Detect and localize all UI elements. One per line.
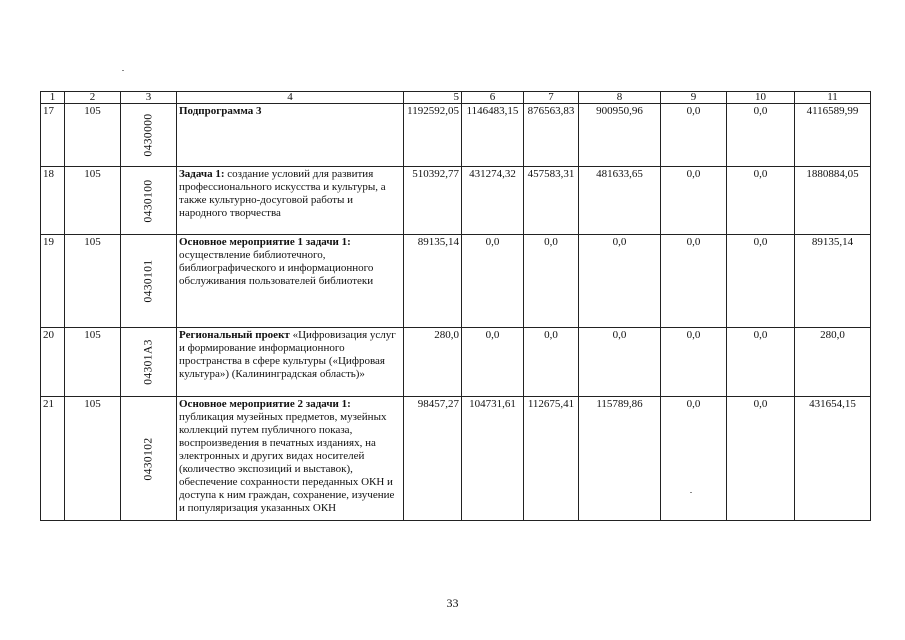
item-name xyxy=(177,235,404,328)
item-description: «Цифровизация услуг и формирование информационного пространства в сфере культуры («Цифровая культура») (Калининградская область)» xyxy=(179,329,396,380)
program-code-cell xyxy=(121,104,177,167)
row-number: 20 xyxy=(41,328,65,397)
item-title: Подпрограмма 3 xyxy=(179,105,262,117)
item-name xyxy=(177,167,404,235)
column-header: 10 xyxy=(727,92,795,104)
item-title: Задача 1: xyxy=(179,168,225,180)
value-col-11: 1880884,05 xyxy=(795,167,871,235)
value-col-6: 0,0 xyxy=(462,328,524,397)
program-code-cell xyxy=(121,235,177,328)
column-header: 1 xyxy=(41,92,65,104)
row-number: 18 xyxy=(41,167,65,235)
value-col-5: 510392,77 xyxy=(404,167,462,235)
table-row xyxy=(41,328,871,397)
item-title: Основное мероприятие 2 задачи 1: xyxy=(179,398,351,410)
column-header: 6 xyxy=(462,92,524,104)
value-col-7: 112675,41 xyxy=(524,397,579,521)
column-header: 2 xyxy=(65,92,121,104)
value-col-10: 0,0 xyxy=(727,104,795,167)
value-col-8: 0,0 xyxy=(579,235,661,328)
value-col-11: 4116589,99 xyxy=(795,104,871,167)
value-col-10: 0,0 xyxy=(727,235,795,328)
column-header: 8 xyxy=(579,92,661,104)
column-header: 4 xyxy=(177,92,404,104)
column-header: 5 xyxy=(404,92,462,104)
value-col-9: 0,0 xyxy=(661,397,727,521)
value-col-9: 0,0 xyxy=(661,104,727,167)
row-number: 17 xyxy=(41,104,65,167)
column-header: 9 xyxy=(661,92,727,104)
item-title: Региональный проект xyxy=(179,329,290,341)
program-code: 0430100 xyxy=(142,178,154,223)
column-header: 3 xyxy=(121,92,177,104)
value-col-7: 876563,83 xyxy=(524,104,579,167)
item-description: создание условий для развития профессионального искусства и культуры, а также культурно-досуговой работы и народного творчества xyxy=(179,168,386,219)
value-col-11: 431654,15 xyxy=(795,397,871,521)
program-code-cell xyxy=(121,397,177,521)
value-col-7: 457583,31 xyxy=(524,167,579,235)
program-code: 0430000 xyxy=(142,113,154,157)
program-code: 0430102 xyxy=(142,436,154,481)
value-col-11: 280,0 xyxy=(795,328,871,397)
value-col-6: 431274,32 xyxy=(462,167,524,235)
value-col-7: 0,0 xyxy=(524,235,579,328)
item-title: Основное мероприятие 1 задачи 1: xyxy=(179,236,351,248)
value-col-10: 0,0 xyxy=(727,167,795,235)
code-column-2: 105 xyxy=(65,235,121,328)
row-number: 19 xyxy=(41,235,65,328)
column-header: 7 xyxy=(524,92,579,104)
value-col-8: 900950,96 xyxy=(579,104,661,167)
value-col-8: 0,0 xyxy=(579,328,661,397)
table-row xyxy=(41,167,871,235)
value-col-6: 104731,61 xyxy=(462,397,524,521)
code-column-2: 105 xyxy=(65,328,121,397)
value-col-11: 89135,14 xyxy=(795,235,871,328)
program-code-cell xyxy=(121,328,177,397)
value-col-9: 0,0 xyxy=(661,167,727,235)
value-col-9: 0,0 xyxy=(661,328,727,397)
program-code: 04301A3 xyxy=(142,339,154,385)
item-name xyxy=(177,328,404,397)
value-col-10: 0,0 xyxy=(727,397,795,521)
column-header: 11 xyxy=(795,92,871,104)
code-column-2: 105 xyxy=(65,104,121,167)
table-row xyxy=(41,104,871,167)
item-description: публикация музейных предметов, музейных коллекций путем публичного показа, воспроизведения в печатных изданиях, на электронных и других видах носителей (количество экспозиций и выставок), обеспечение сохранности переданных ОКН и доступа к ним граждан, сохранение, изучение и популяризация указанных ОКН xyxy=(179,411,395,514)
value-col-8: 481633,65 xyxy=(579,167,661,235)
row-number: 21 xyxy=(41,397,65,521)
value-col-6: 0,0 xyxy=(462,235,524,328)
table-row xyxy=(41,235,871,328)
item-name xyxy=(177,397,404,521)
table-header-row xyxy=(41,92,871,104)
value-col-5: 1192592,05 xyxy=(404,104,462,167)
code-column-2: 105 xyxy=(65,167,121,235)
value-col-6: 1146483,15 xyxy=(462,104,524,167)
budget-table xyxy=(40,91,871,521)
value-col-8: 115789,86 xyxy=(579,397,661,521)
value-col-5: 280,0 xyxy=(404,328,462,397)
item-description: осуществление библиотечного, библиографического и информационного обслуживания пользователей библиотеки xyxy=(179,249,374,287)
value-col-5: 89135,14 xyxy=(404,235,462,328)
program-code: 0430101 xyxy=(142,259,154,303)
value-col-9: 0,0 xyxy=(661,235,727,328)
value-col-10: 0,0 xyxy=(727,328,795,397)
item-name xyxy=(177,104,404,167)
program-code-cell xyxy=(121,167,177,235)
table-row xyxy=(41,397,871,521)
value-col-7: 0,0 xyxy=(524,328,579,397)
value-col-5: 98457,27 xyxy=(404,397,462,521)
page-number: 33 xyxy=(446,596,459,610)
code-column-2: 105 xyxy=(65,397,121,521)
